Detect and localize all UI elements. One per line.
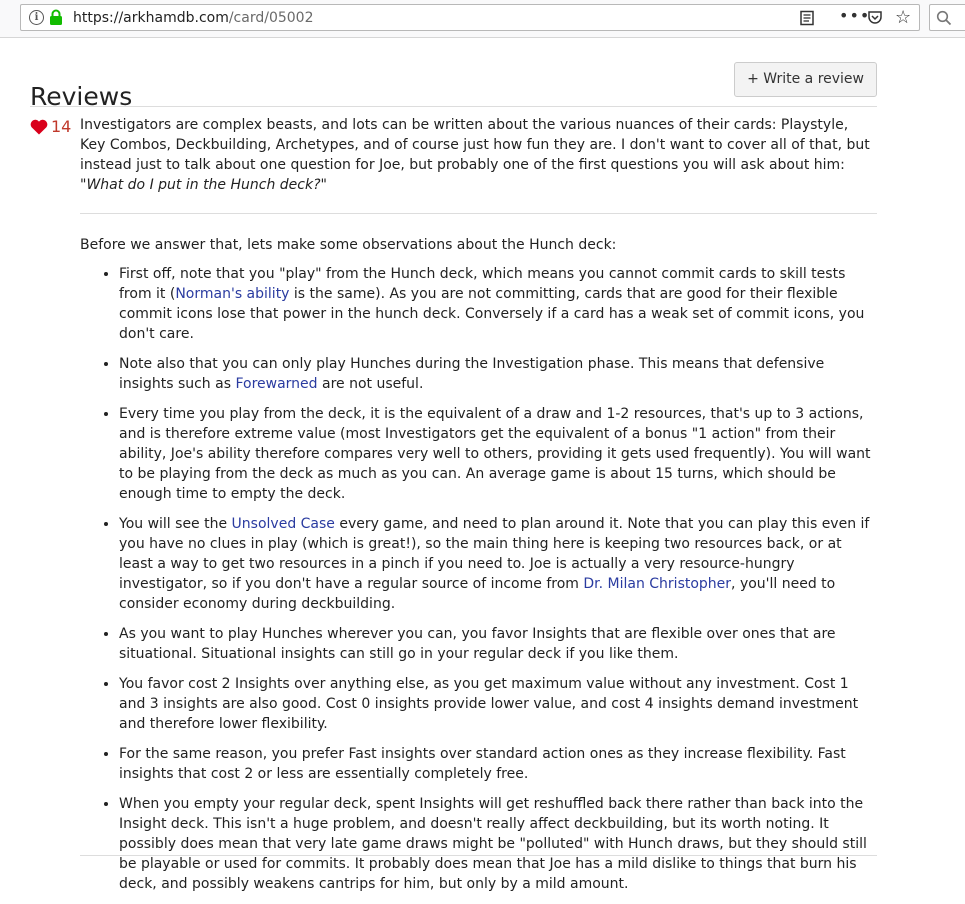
search-icon <box>936 10 952 26</box>
heart-icon[interactable] <box>30 119 48 135</box>
norman-ability-link[interactable]: Norman's ability <box>175 286 290 302</box>
list-item-text: every game, and need to plan around it. Note that you can play this even if you have no clues in play (which is great!), so the main thing here is keeping two resources back, or at least a way to get two resources in a pinch if you need to. Joe is actually a very resource-hungry investigator, so if you don't have a regular source of income from <box>119 516 870 592</box>
list-item: • Every time you play from the deck, it is the equivalent of a draw and 1-2 resources, that's up to 3 actions, and is therefore extreme value (most Investigators get the equivalent of a bonus "1 action" from their ability, Joe's ability therefore compares very well to others, providing it gets used frequently). You will want to be playing from the deck as much as you can. An average game is about 15 turns, which should be enough time to empty the deck. <box>119 404 877 504</box>
likes-count: 14 <box>51 117 72 136</box>
browser-toolbar <box>0 0 965 38</box>
list-item-text: , you'll need to consider economy during deckbuilding. <box>119 576 836 612</box>
review-body <box>80 115 877 904</box>
reader-view-icon[interactable] <box>799 10 815 26</box>
forewarned-link[interactable]: Forewarned <box>235 376 318 392</box>
url-path: /card/05002 <box>228 10 314 26</box>
write-review-button[interactable]: + Write a review <box>734 62 877 97</box>
search-bar[interactable] <box>929 4 965 31</box>
list-item <box>119 514 877 614</box>
dr-milan-christopher-link[interactable]: Dr. Milan Christopher <box>583 576 732 592</box>
list-item: • As you want to play Hunches wherever you can, you favor Insights that are flexible over ones that are situational. Situational insights can still go in your regular deck if you like them. <box>119 624 877 664</box>
info-icon[interactable]: i <box>29 10 44 25</box>
page-title: Reviews <box>30 81 133 111</box>
unsolved-case-link[interactable]: Unsolved Case <box>231 516 335 532</box>
list-item: • For the same reason, you prefer Fast insights over standard action ones as they increase flexibility. Fast insights that cost 2 or less are essentially completely free. <box>119 744 877 784</box>
lock-icon[interactable] <box>49 9 63 26</box>
bookmark-star-icon[interactable]: ☆ <box>895 7 912 28</box>
list-item: • You favor cost 2 Insights over anything else, as you get maximum value without any investment. Cost 1 and 3 insights are also good. Cost 0 insights provide lower value, and cost 4 insights demand investment and therefore lower flexibility. <box>119 674 877 734</box>
url-text[interactable] <box>73 10 314 26</box>
review-lead: Before we answer that, lets make some observations about the Hunch deck: <box>80 237 617 253</box>
list-item <box>119 264 877 344</box>
intro-text: Investigators are complex beasts, and lots can be written about the various nuances of their cards: Playstyle, Key Combos, Deckbuilding, Archetypes, and of course just how fun they are. I don't want to cover all of that, but instead just to talk about one question for Joe, but probably one of the first questions you will ask about him: <box>80 117 870 173</box>
address-bar[interactable] <box>20 4 920 31</box>
observations-list <box>80 264 877 894</box>
list-item-text: You will see the <box>119 516 232 532</box>
list-item-text: Note also that you can only play Hunches during the Investigation phase. This means that defensive insights such as <box>119 356 825 392</box>
pocket-icon[interactable] <box>867 10 883 26</box>
url-host: https://arkhamdb.com <box>73 10 229 26</box>
list-item <box>119 354 877 394</box>
list-item: • When you empty your regular deck, spent Insights will get reshuffled back there rather than back into the Insight deck. This isn't a huge problem, and doesn't really affect deckbuilding, but its worth noting. It possibly does mean that very late game draws might be "polluted" with Hunch draws, but they should still be playable or used for commits. It probably does mean that Joe has a mild dislike to things that burn his deck, and possibly weakens cantrips for him, but only by a mild amount. <box>119 794 877 894</box>
list-item-text: is the same). As you are not committing, cards that are good for their flexible commit icons lose that power in the hunch deck. Conversely if a card has a weak set of commit icons, you don't care. <box>119 286 865 342</box>
list-item-text: are not useful. <box>317 376 424 392</box>
review-intro <box>80 115 877 214</box>
list-item-text: First off, note that you "play" from the Hunch deck, which means you cannot commit cards to skill tests from it ( <box>119 266 846 302</box>
more-icon[interactable]: ••• <box>839 6 871 25</box>
divider <box>80 855 877 856</box>
intro-question: "What do I put in the Hunch deck?" <box>80 177 327 193</box>
reviews-header <box>30 60 877 111</box>
